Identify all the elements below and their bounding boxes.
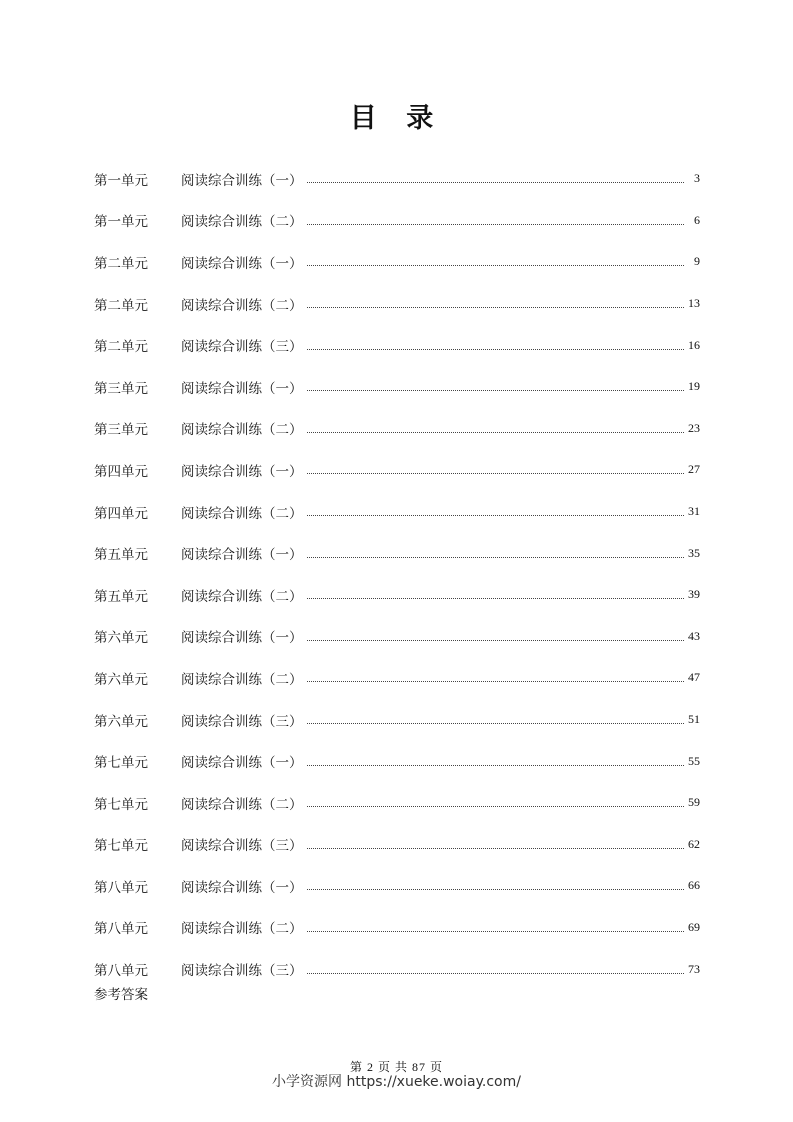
toc-lesson: 阅读综合训练（一） [181,547,303,564]
dot-leader [307,390,685,391]
toc-page-number: 27 [688,462,700,477]
dot-leader [307,224,685,225]
toc-page-number: 31 [688,504,700,519]
toc-unit: 第七单元 [94,838,148,855]
toc-page-number: 35 [688,545,700,560]
toc-lesson: 阅读综合训练（三） [181,838,303,855]
toc-row [94,324,700,366]
toc-unit: 第一单元 [94,172,148,189]
toc-unit: 第七单元 [94,796,148,813]
toc-unit: 第七单元 [94,755,148,772]
dot-leader [307,307,685,308]
toc-row [94,241,700,283]
page-title: 目 录 [349,103,444,134]
dot-leader [307,265,685,266]
dot-leader [307,473,685,474]
answers-entry: 参考答案 [94,987,148,1003]
toc-lesson: 阅读综合训练（二） [181,796,303,813]
toc-unit: 第五单元 [94,547,148,564]
dot-leader [307,973,685,974]
dot-leader [307,931,685,932]
table-of-contents [94,158,700,990]
toc-lesson: 阅读综合训练（二） [181,671,303,688]
toc-row [94,574,700,616]
dot-leader [307,515,685,516]
dot-leader [307,349,685,350]
toc-row [94,366,700,408]
dot-leader [307,432,685,433]
toc-lesson: 阅读综合训练（一） [181,630,303,647]
toc-page-number: 55 [688,753,700,768]
toc-page-number: 6 [694,212,700,227]
toc-page-number: 9 [694,254,700,269]
dot-leader [307,557,685,558]
toc-unit: 第六单元 [94,630,148,647]
toc-page-number: 73 [688,961,700,976]
toc-page-number: 43 [688,628,700,643]
toc-row [94,616,700,658]
dot-leader [307,848,685,849]
dot-leader [307,889,685,890]
toc-unit: 第六单元 [94,713,148,730]
toc-unit: 第三单元 [94,422,148,439]
toc-page-number: 69 [688,919,700,934]
toc-row [94,824,700,866]
toc-lesson: 阅读综合训练（二） [181,297,303,314]
toc-row [94,158,700,200]
toc-lesson: 阅读综合训练（一） [181,463,303,480]
dot-leader [307,765,685,766]
toc-row [94,408,700,450]
toc-lesson: 阅读综合训练（三） [181,963,303,980]
toc-row [94,948,700,990]
toc-row [94,532,700,574]
toc-row [94,907,700,949]
toc-row [94,491,700,533]
toc-lesson: 阅读综合训练（三） [181,713,303,730]
toc-page-number: 47 [688,670,700,685]
toc-lesson: 阅读综合训练（一） [181,255,303,272]
toc-row [94,782,700,824]
toc-unit: 第五单元 [94,588,148,605]
toc-page-number: 3 [694,171,700,186]
dot-leader [307,723,685,724]
toc-unit: 第二单元 [94,339,148,356]
toc-page-number: 51 [688,712,700,727]
toc-page-number: 13 [688,296,700,311]
toc-row [94,865,700,907]
toc-row [94,449,700,491]
dot-leader [307,640,685,641]
toc-unit: 第二单元 [94,297,148,314]
toc-unit: 第六单元 [94,671,148,688]
toc-row [94,283,700,325]
toc-lesson: 阅读综合训练（二） [181,505,303,522]
dot-leader [307,598,685,599]
toc-page-number: 39 [688,587,700,602]
toc-lesson: 阅读综合训练（二） [181,588,303,605]
toc-page-number: 66 [688,878,700,893]
toc-lesson: 阅读综合训练（一） [181,380,303,397]
toc-lesson: 阅读综合训练（一） [181,755,303,772]
toc-lesson: 阅读综合训练（一） [181,879,303,896]
toc-lesson: 阅读综合训练（二） [181,214,303,231]
toc-row [94,657,700,699]
dot-leader [307,681,685,682]
toc-page-number: 23 [688,420,700,435]
site-watermark: 小学资源网 https://xueke.woiay.com/ [272,1074,521,1090]
toc-lesson: 阅读综合训练（二） [181,921,303,938]
toc-page-number: 19 [688,379,700,394]
toc-unit: 第八单元 [94,879,148,896]
toc-lesson: 阅读综合训练（三） [181,339,303,356]
dot-leader [307,806,685,807]
toc-unit: 第二单元 [94,255,148,272]
toc-unit: 第一单元 [94,214,148,231]
toc-unit: 第四单元 [94,463,148,480]
page-number-footer: 第 2 页 共 87 页 [349,1060,443,1074]
toc-page-number: 62 [688,836,700,851]
toc-unit: 第八单元 [94,921,148,938]
toc-row [94,200,700,242]
toc-page-number: 59 [688,795,700,810]
toc-page-number: 16 [688,337,700,352]
dot-leader [307,182,685,183]
toc-lesson: 阅读综合训练（二） [181,422,303,439]
toc-unit: 第三单元 [94,380,148,397]
toc-unit: 第四单元 [94,505,148,522]
toc-lesson: 阅读综合训练（一） [181,172,303,189]
toc-row [94,740,700,782]
toc-row [94,699,700,741]
toc-unit: 第八单元 [94,963,148,980]
